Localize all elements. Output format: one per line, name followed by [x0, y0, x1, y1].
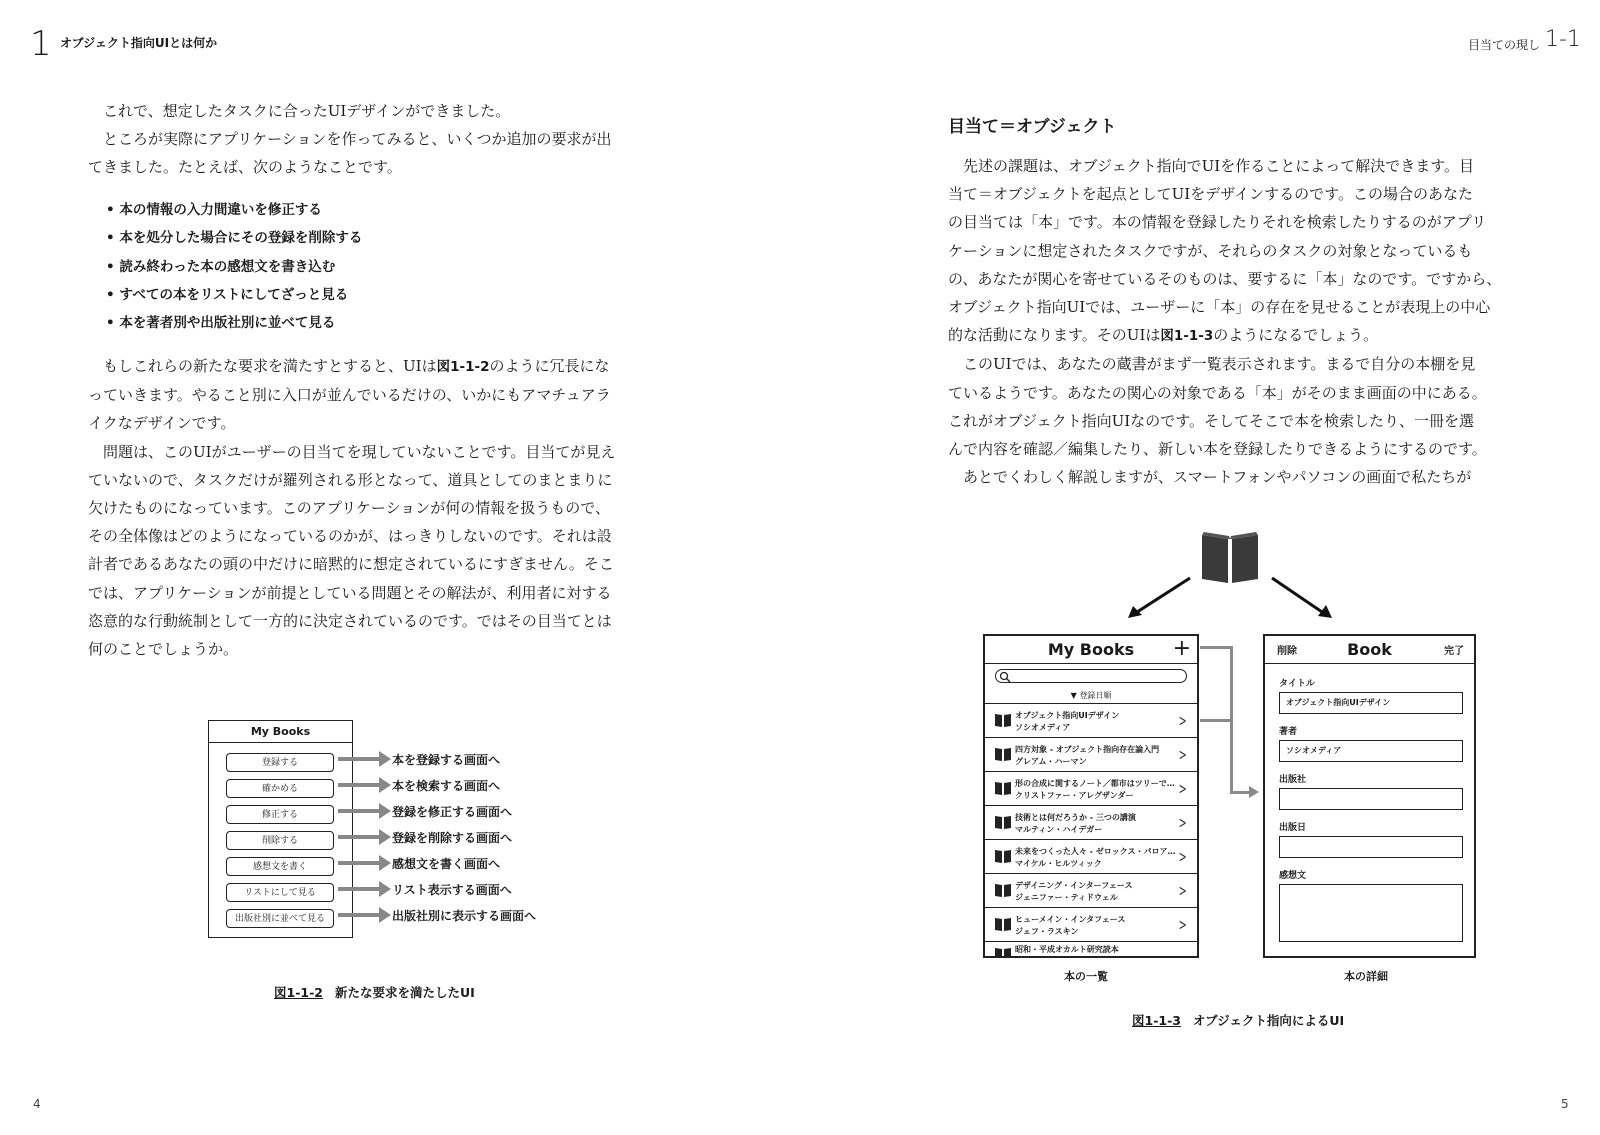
connector-line	[1230, 791, 1250, 794]
figure-caption	[1132, 1011, 1344, 1029]
book-row[interactable]: ヒューメイン・インタフェース ジェフ・ラスキン >	[985, 908, 1197, 942]
book-icon	[995, 781, 1011, 795]
chevron-right-icon: >	[1178, 711, 1187, 730]
chapter-title: オブジェクト指向UIとは何か	[60, 36, 218, 50]
body-paragraph-2: もしこれらの新たな要求を満たすとすると、UIは図1-1-2のように冗長にな っていきます。やること別に入口が並んでいるだけの、いかにもアマチュアラ イクなデザインです。 問題は、このUIがユーザーの目当てを現していないことです。目当てが見え ていないので、タスクだけが羅列される形となって、道具としてのまとまりに 欠けたものになっています。このアプリケーションが何の情報を扱うもので、 その全体像はどのようになっているのかが、はっきりしないのです。それは設 計者であるあなたの頭の中だけに暗黙的に想定されているにすぎません。そこ では、アプリケーションが前提としている問題とその解法が、利用者に対する 恣意的な行動統制として一方的に決定されているのです。ではその目当てとは 何のことでしょうか。	[88, 357, 616, 659]
title-field[interactable]: オブジェクト指向UIデザイン	[1279, 692, 1463, 714]
done-button[interactable]: 完了	[1444, 646, 1464, 657]
register-button: 登録する	[226, 753, 334, 772]
list-item: • 本を著者別や出版社別に並べて見る	[106, 315, 336, 332]
chevron-right-icon: >	[1178, 745, 1187, 764]
book-row[interactable]: 四方対象 - オブジェクト指向存在論入門 グレアム・ハーマン >	[985, 738, 1197, 772]
book-icon	[995, 883, 1011, 897]
sort-dropdown[interactable]: ▼ 登録日順	[985, 688, 1197, 704]
figure-caption-text: オブジェクト指向によるUI	[1192, 1013, 1345, 1028]
chevron-right-icon: >	[1178, 915, 1187, 934]
section-name: 目当ての現し	[1468, 38, 1541, 52]
chevron-right-icon: >	[1178, 813, 1187, 832]
detail-header	[1265, 636, 1474, 664]
list-item: • 読み終わった本の感想文を書き込む	[106, 258, 336, 275]
book-list-screen	[983, 634, 1199, 958]
field-label: 出版日	[1279, 823, 1307, 833]
list-item: • すべての本をリストにしてざっと見る	[106, 286, 349, 303]
list-item: • 本を処分した場合にその登録を削除する	[106, 230, 363, 247]
check-button: 確かめる	[226, 779, 334, 798]
figure-label: 図1-1-3	[1132, 1013, 1181, 1028]
destination-label: 登録を削除する画面へ	[392, 831, 513, 845]
destination-label: 本を検索する画面へ	[392, 779, 501, 793]
list-title: My Books	[1047, 640, 1135, 659]
edit-button: 修正する	[226, 805, 334, 824]
book-icon	[995, 815, 1011, 829]
publish-date-field[interactable]	[1279, 836, 1463, 858]
section-number: 1-1	[1545, 27, 1581, 52]
connector-line	[1200, 719, 1232, 722]
chevron-right-icon: >	[1178, 779, 1187, 798]
figure-reference: 図1-1-3	[1160, 328, 1214, 345]
book-row[interactable]: 昭和・平成オカルト研究読本	[985, 942, 1197, 958]
add-icon[interactable]: +	[1172, 636, 1191, 661]
field-label: 感想文	[1279, 871, 1307, 881]
list-screen-caption: 本の一覧	[1064, 970, 1108, 983]
connector-line	[1200, 646, 1232, 649]
author-field[interactable]: ソシオメディア	[1279, 740, 1463, 762]
body-paragraph-right-1: 先述の課題は、オブジェクト指向でUIを作ることによって解決できます。目 当て＝オブジェクトを起点としてUIをデザインするのです。この場合のあなた の目当ては「本」です。本の情報を登録したりそれを検索したりするのがアプリ ケーションに想定されたタスクですが、それらのタスクの対象となっているも の、あなたが関心を寄せているそのものは、要するに「本」なのです。ですから、 オブジェクト指向UIでは、ユーザーに「本」の存在を見せることが表現上の中心 的な活動になります。そのUIは図1-1-3のようになるでしょう。 このUIでは、あなたの蔵書がまず一覧表示されます。まるで自分の本棚を見 ているようです。あなたの関心の対象である「本」がそのまま画面の中にある。 これがオブジェクト指向UIなのです。そしてそこで本を検索したり、一冊を選 んで内容を確認／編集したり、新しい本を登録したりできるようにするのです。 あとでくわしく解説しますが、スマートフォンやパソコンの画面で私たちが	[948, 157, 1502, 487]
review-textarea[interactable]	[1279, 884, 1463, 942]
list-item: • 本の情報の入力間違いを修正する	[106, 202, 322, 218]
delete-button[interactable]: 削除	[1277, 646, 1297, 657]
destination-label: リスト表示する画面へ	[392, 883, 512, 897]
figure-1-1-2-mockup	[208, 720, 353, 938]
field-label: 著者	[1279, 727, 1298, 737]
mockup-title: My Books	[209, 721, 352, 743]
figure-reference: 図1-1-2	[436, 359, 490, 375]
book-detail-screen	[1263, 634, 1476, 958]
book-icon	[995, 849, 1011, 863]
arrow-left-icon	[1134, 578, 1190, 614]
destination-label: 感想文を書く画面へ	[392, 857, 501, 871]
publisher-field[interactable]	[1279, 788, 1463, 810]
book-icon	[995, 713, 1011, 727]
page-number-left: 4	[33, 1097, 41, 1111]
review-button: 感想文を書く	[226, 857, 334, 876]
search-icon	[999, 671, 1011, 683]
destination-label: 登録を修正する画面へ	[392, 805, 513, 819]
field-label: タイトル	[1279, 679, 1315, 689]
book-icon	[995, 917, 1011, 931]
list-header	[985, 636, 1197, 664]
book-row[interactable]: 形の合成に関するノート／都市はツリーで… クリストファー・アレグザンダー >	[985, 772, 1197, 806]
delete-button: 削除する	[226, 831, 334, 850]
figure-label: 図1-1-2	[274, 985, 323, 1000]
chevron-right-icon: >	[1178, 847, 1187, 866]
flow-arrows	[1120, 572, 1370, 622]
detail-title: Book	[1347, 640, 1392, 659]
figure-caption	[274, 983, 475, 1001]
arrow-right-icon	[1249, 786, 1259, 798]
search-input[interactable]	[995, 669, 1187, 683]
book-row[interactable]: 未来をつくった人々 - ゼロックス・パロア… マイケル・ヒルツィック >	[985, 840, 1197, 874]
detail-screen-caption: 本の詳細	[1344, 970, 1388, 983]
page-number-right: 5	[1561, 1097, 1569, 1111]
field-label: 出版社	[1279, 775, 1307, 785]
book-icon	[995, 947, 1011, 958]
figure-caption-text: 新たな要求を満たしたUI	[334, 985, 475, 1000]
book-row[interactable]: デザイニング・インターフェース ジェニファー・ティドウェル >	[985, 874, 1197, 908]
intro-paragraph: これで、想定したタスクに合ったUIデザインができました。 ところが実際にアプリケーションを作ってみると、いくつか追加の要求が出 てきました。たとえば、次のようなことです。	[88, 102, 612, 177]
destination-label: 本を登録する画面へ	[392, 753, 501, 767]
arrow-right-icon	[1272, 578, 1325, 614]
by-publisher-button: 出版社別に並べて見る	[226, 909, 334, 928]
book-row[interactable]: オブジェクト指向UIデザイン ソシオメディア >	[985, 704, 1197, 738]
requirement-list	[106, 196, 362, 337]
list-view-button: リストにして見る	[226, 883, 334, 902]
destination-label: 出版社別に表示する画面へ	[392, 909, 537, 923]
book-icon	[995, 747, 1011, 761]
chevron-right-icon: >	[1178, 881, 1187, 900]
connector-line	[1230, 646, 1233, 794]
book-row[interactable]: 技術とは何だろうか - 三つの講演 マルティン・ハイデガー >	[985, 806, 1197, 840]
section-heading: 目当て＝オブジェクト	[948, 117, 1117, 137]
chapter-number: 1	[30, 24, 52, 64]
